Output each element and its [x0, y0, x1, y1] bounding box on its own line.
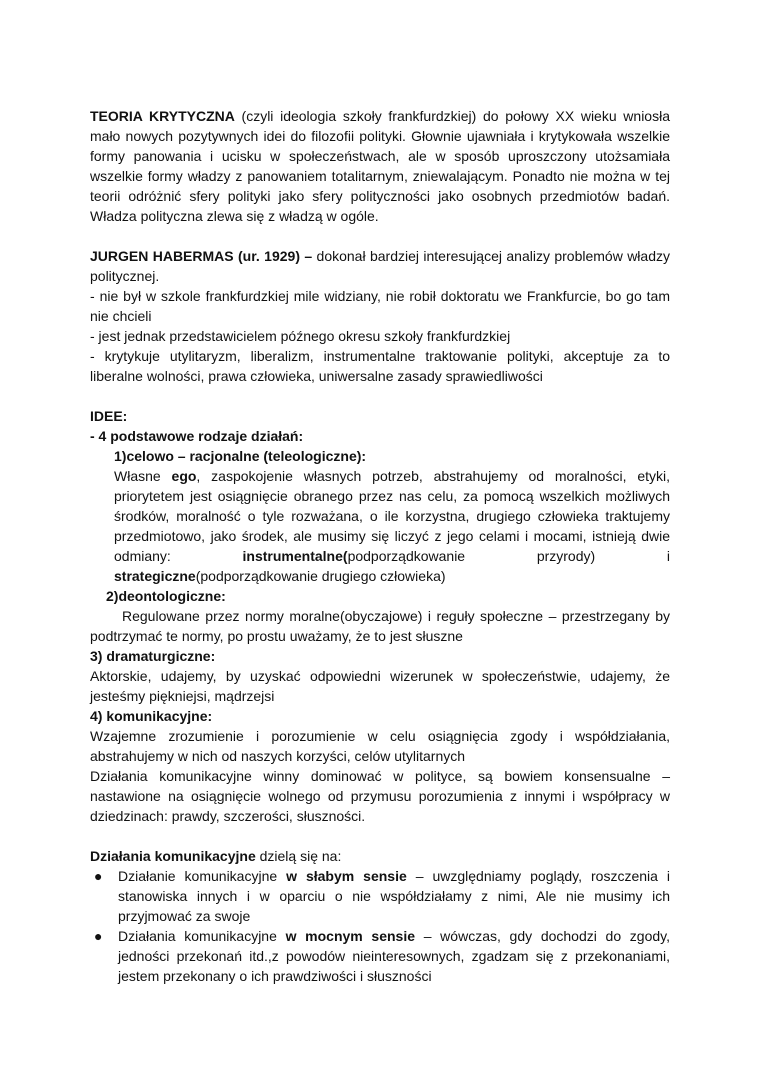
bullet-icon: ● — [94, 928, 103, 944]
bullet-icon: ● — [94, 868, 103, 884]
paragraph-habermas: JURGEN HABERMAS (ur. 1929) – dokonał bardziej interesującej analizy problemów władzy politycznej. — [90, 248, 670, 284]
habermas-item: - jest jednak przedstawicielem późnego okresu szkoły frankfurdzkiej — [90, 328, 511, 344]
subheading-rodzaje-dzialan: - 4 podstawowe rodzaje działań: — [90, 428, 304, 444]
heading-dramaturgiczne: 3) dramaturgiczne: — [90, 648, 216, 664]
heading-celowo-racjonalne: 1)celowo – racjonalne (teleologiczne): — [114, 448, 367, 464]
list-item: ● Działania komunikacyjne w mocnym sensie – wówczas, gdy dochodzi do zgody, jedności przekonań itd.,z powodów nieinteresownych, zgadzam się z przekonaniami, jestem przekonany o ich prawdziwości i słuszności — [94, 928, 671, 984]
list-item: ● Działanie komunikacyjne w słabym sensie – uwzględniamy poglądy, roszczenia i stanowiska innych i w oparciu o nie współdziałamy z nimi, Ale nie musimy ich przyjmować za swoje — [94, 868, 670, 924]
heading-idee: IDEE: — [90, 408, 128, 424]
heading-dzialania-komunikacyjne: Działania komunikacyjne dzielą się na: — [90, 848, 342, 864]
paragraph-teoria-krytyczna: TEORIA KRYTYCZNA (czyli ideologia szkoły frankfurdzkiej) do połowy XX wieku wniosła mało nowych pozytywnych idei do filozofii polityki. Głownie ujawniała i krytykowała wszelkie formy panowania i ucisku w społeczeństwach, ale w sposób uproszczony utożsamiała wszelkie formy władzy z panowaniem totalitarnym, zniewalającym. Ponadto nie można w tej teorii odróżnić sfery polityki jako sfery polityczności jako osobnych przedmiotów badań. Władza polityczna zlewa się z władzą w ogóle. — [90, 108, 670, 224]
heading-habermas: JURGEN HABERMAS (ur. 1929) – — [90, 248, 313, 264]
text-dramaturgiczne: Aktorskie, udajemy, by uzyskać odpowiedni wizerunek w społeczeństwie, udajemy, że jesteśmy piękniejsi, mądrzejsi — [90, 668, 670, 704]
section-celowo-racjonalne: Własne ego, zaspokojenie własnych potrzeb, abstrahujemy od moralności, etyki, priorytetem jest osiągnięcie obranego przez nas celu, za pomocą wszelkich możliwych środków, moralność o tyle rozważana, o ile korzystna, drugiego człowieka traktujemy przedmiotowo, jako środek, ale musimy się liczyć z jego celami i mocami, istnieją dwie odmiany: instrumentalne(podporządkowanie przyrody) i strategiczne(podporządkowanie drugiego człowieka) — [114, 468, 671, 584]
habermas-item: - krytykuje utylitaryzm, liberalizm, instrumentalne traktowanie polityki, akceptuje za to liberalne wolności, prawa człowieka, uniwersalne zasady sprawiedliwości — [90, 348, 670, 384]
heading-komunikacyjne: 4) komunikacyjne: — [90, 708, 213, 724]
heading-teoria-krytyczna: TEORIA KRYTYCZNA — [90, 108, 235, 124]
habermas-item: - nie był w szkole frankfurdzkiej mile widziany, nie robił doktoratu we Frankfurcie, bo go tam nie chcieli — [90, 288, 670, 324]
text-deontologiczne: Regulowane przez normy moralne(obyczajowe) i reguły społeczne – przestrzegany by podtrzymać te normy, po prostu uważamy, że to jest słuszne — [90, 608, 670, 644]
text-komunikacyjne-2: Działania komunikacyjne winny dominować w polityce, są bowiem konsensualne – nastawione na osiągnięcie wolnego od przymusu porozumienia z innymi i współpracy w dziedzinach: prawdy, szczerości, słuszności. — [90, 768, 670, 824]
bullet-list — [90, 866, 670, 986]
heading-deontologiczne: 2)deontologiczne: — [106, 588, 226, 604]
text-komunikacyjne-1: Wzajemne zrozumienie i porozumienie w celu osiągnięcia zgody i współdziałania, abstrahujemy w nich od naszych korzyści, celów utylitarnych — [90, 728, 670, 764]
document-page — [90, 106, 670, 986]
